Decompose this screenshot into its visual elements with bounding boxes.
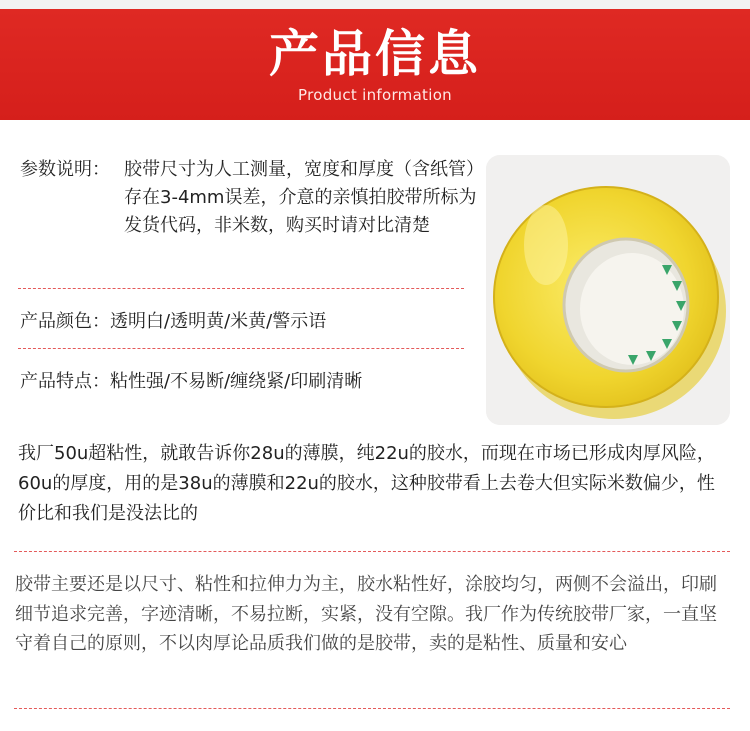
product-colors: 产品颜色：透明白/透明黄/米黄/警示语 bbox=[20, 311, 327, 332]
top-stripe bbox=[0, 0, 750, 9]
parameter-text: 胶带尺寸为人工测量，宽度和厚度（含纸管）存在3-4mm误差，介意的亲慎拍胶带所标为发货代码，非米数，购买时请对比清楚 bbox=[124, 159, 477, 236]
header-banner bbox=[0, 0, 750, 120]
divider bbox=[18, 348, 464, 349]
page-subtitle: Product information bbox=[298, 86, 452, 104]
tape-roll-photo bbox=[486, 155, 730, 425]
parameter-label: 参数说明： bbox=[20, 159, 110, 180]
divider bbox=[14, 551, 730, 552]
factory-description-paragraph: 我厂50u超粘性，就敢告诉你28u的薄膜，纯22u的胶水，而现在市场已形成肉厚风险，60u的厚度，用的是38u的薄膜和22u的胶水，这种胶带看上去卷大但实际米数偏少，性价比和我们是没法比的 bbox=[18, 443, 715, 524]
divider bbox=[14, 708, 730, 709]
product-features: 产品特点：粘性强/不易断/缠绕紧/印刷清晰 bbox=[20, 371, 363, 392]
page-title: 产品信息 bbox=[269, 25, 481, 83]
tape-quality-paragraph: 胶带主要还是以尺寸、粘性和拉伸力为主，胶水粘性好，涂胶均匀，两侧不会溢出，印刷细节追求完善，字迹清晰，不易拉断，实紧，没有空隙。我厂作为传统胶带厂家，一直坚守着自己的原则，不以肉厚论品质我们做的是胶带，卖的是粘性、质量和安心 bbox=[15, 574, 717, 654]
divider bbox=[18, 288, 464, 289]
tape-roll-illustration bbox=[486, 155, 730, 425]
